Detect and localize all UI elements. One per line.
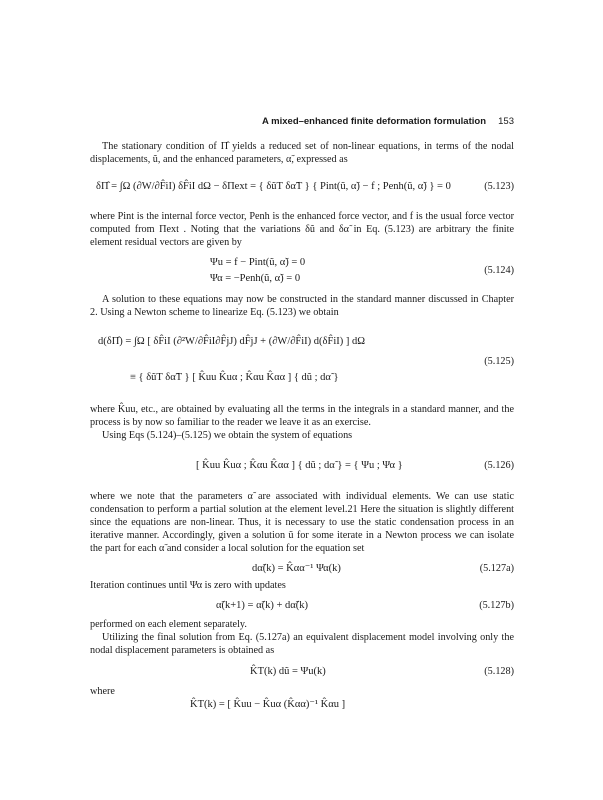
equation-5-123 xyxy=(90,170,514,206)
page-number: 153 xyxy=(498,116,514,127)
paragraph: Using Eqs (5.124)–(5.125) we obtain the system of equations xyxy=(102,430,353,441)
equation-number: (5.127b) xyxy=(479,600,514,611)
equation-number: (5.125) xyxy=(484,356,514,367)
equation-line: Ψu = f − Pint(ũ, α̃) = 0 xyxy=(210,257,306,268)
equation-body: dα̃(k) = K̂αα⁻¹ Ψα(k) xyxy=(252,563,341,574)
equation-number: (5.124) xyxy=(484,265,514,276)
running-header xyxy=(90,116,514,130)
equation-number: (5.127a) xyxy=(479,563,514,574)
equation-line: Ψα = −Penh(ũ, α̃) = 0 xyxy=(210,273,301,284)
paragraph: Utilizing the final solution from Eq. (5.127a) an equivalent displacement model involving only the nodal displacement parameters is obtained as xyxy=(90,632,514,656)
paragraph: performed on each element separately. xyxy=(90,619,247,630)
equation-5-128 xyxy=(90,657,514,685)
equation-number: (5.126) xyxy=(484,460,514,471)
paragraph: The stationary condition of Π̂ yields a reduced set of non-linear equations, in terms of the nodal displacements, ũ, and the enhanced parameters, α̃, expressed as xyxy=(90,141,514,165)
equation-body: α̃(k+1) = α̃(k) + dα̃(k) xyxy=(216,600,308,611)
equation-5-127a xyxy=(90,559,514,579)
text-body xyxy=(90,140,514,718)
paragraph: where we note that the parameters α̃ are associated with individual elements. We can use static condensation to perform a partial solution at the element level.21 Here the situation is slightly different since the equations are non-linear. Thus, it is necessary to use the static condensation process in an iterative manner. Accordingly, given a solution ũ for some iterate in a Newton process we can isolate the part for each α̃ and consider a local solution for the equation set xyxy=(90,491,514,554)
paragraph: where xyxy=(90,686,115,697)
equation-5-124 xyxy=(90,253,514,287)
equation-5-126 xyxy=(90,446,514,486)
equation-number: (5.123) xyxy=(484,181,514,192)
paragraph: where K̂uu, etc., are obtained by evaluating all the terms in the integrals in a standard manner, and the process is by now so familiar to the reader we leave it as an exercise. xyxy=(90,404,514,428)
paragraph: where Pint is the internal force vector, Penh is the enhanced force vector, and f is the usual force vector computed from Πext . Noting that the variations δũ and δα̃ in Eq. (5.123) are arbitrary the finite element residual vectors are given by xyxy=(90,211,514,248)
running-title: A mixed–enhanced finite deformation formulation xyxy=(262,116,486,127)
equation-body: K̂T(k) dũ = Ψu(k) xyxy=(250,666,326,677)
equation-body: [ K̂uu K̂uα ; K̂αu K̂αα ] { dũ ; dα̃ } = { Ψu ; Ψα } xyxy=(196,460,403,471)
equation-number: (5.128) xyxy=(484,666,514,677)
equation-5-125 xyxy=(90,323,514,399)
equation-line: ≡ { δũT δα̃T } [ K̂uu K̂uα ; K̂αu K̂αα ] { dũ ; dα̃ } xyxy=(130,372,339,383)
equation-tangent xyxy=(90,698,514,718)
equation-body: K̂T(k) = [ K̂uu − K̂uα (K̂αα)⁻¹ K̂αu ] xyxy=(190,699,346,710)
paragraph: Iteration continues until Ψα is zero with updates xyxy=(90,580,286,591)
equation-body: δΠ̂ = ∫Ω (∂W/∂F̂iI) δF̂iI dΩ − δΠext = { δũT δα̃T } { Pint(ũ, α̃) − f ; Penh(ũ, α̃) } = 0 xyxy=(96,181,451,192)
equation-5-127b xyxy=(90,592,514,618)
paragraph: A solution to these equations may now be constructed in the standard manner discussed in Chapter 2. Using a Newton scheme to linearize Eq. (5.123) we obtain xyxy=(90,294,514,318)
equation-line: d(δΠ̂) = ∫Ω [ δF̂iI (∂²W/∂F̂iI∂F̂jJ) dF̂jJ + (∂W/∂F̂iI) d(δF̂iI) ] dΩ xyxy=(98,336,366,347)
